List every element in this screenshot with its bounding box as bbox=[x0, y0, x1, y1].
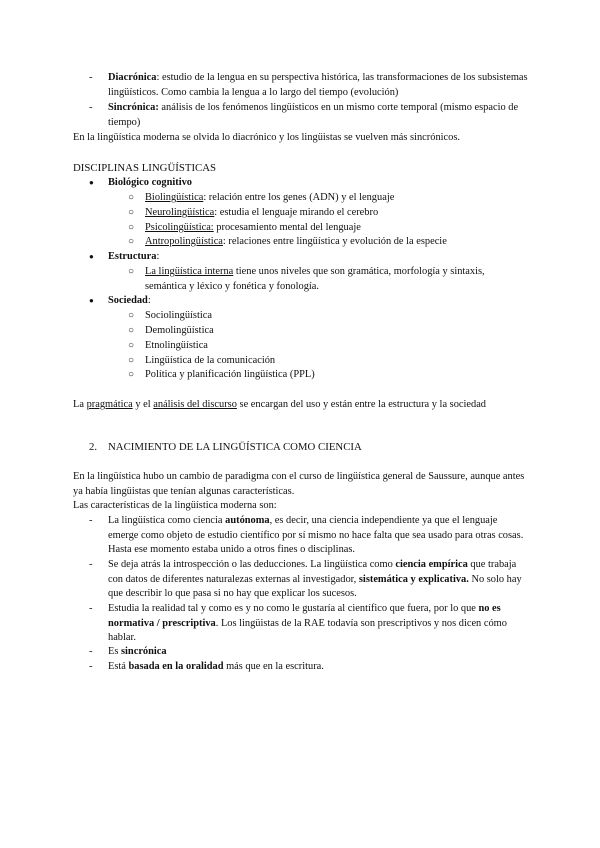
item-bold: sincrónica bbox=[121, 646, 167, 657]
section-number: 2. bbox=[89, 441, 98, 453]
circle-marker: ○ bbox=[128, 207, 135, 218]
sub-text: procesamiento mental del lenguaje bbox=[213, 222, 361, 233]
item-bold: ciencia empírica bbox=[395, 559, 468, 570]
dash-marker: - bbox=[89, 559, 93, 570]
item-text: La lingüística como ciencia bbox=[108, 515, 226, 526]
bullet-marker: ● bbox=[89, 178, 94, 187]
sub-item: Lingüística de la comunicación bbox=[145, 355, 276, 366]
item-text: . Los lingüistas de la RAE todavía son prescriptivos y nos dicen cómo hablar. bbox=[108, 617, 507, 644]
sub-item: Demolingüística bbox=[145, 325, 214, 336]
group-estructura bbox=[108, 250, 159, 265]
note-text: La bbox=[73, 399, 87, 410]
dash-marker: - bbox=[89, 646, 93, 657]
paragraph: Las características de la lingüística moderna son: bbox=[73, 500, 277, 511]
item-text: análisis de los fenómenos lingüísticos en un mismo corte temporal (mismo espacio de tiempo) bbox=[108, 102, 519, 128]
circle-marker: ○ bbox=[128, 192, 135, 203]
term-diacronica: Diacrónica bbox=[108, 72, 157, 83]
dash-marker: - bbox=[89, 515, 93, 526]
item-bold: sistemática y explicativa. bbox=[358, 573, 469, 585]
item-text: Está bbox=[108, 661, 129, 672]
circle-marker: ○ bbox=[128, 310, 135, 321]
sub-item: Sociolingüística bbox=[145, 310, 212, 321]
circle-marker: ○ bbox=[128, 236, 135, 247]
list-item bbox=[108, 660, 528, 675]
sub-item bbox=[145, 206, 525, 221]
sub-text: : estudia el lenguaje mirando el cerebro bbox=[214, 207, 379, 218]
sub-term: La lingüística interna bbox=[145, 266, 234, 277]
note-text: se encargan del uso y están entre la estructura y la sociedad bbox=[236, 399, 487, 410]
pragmatica-note bbox=[73, 398, 543, 413]
sub-item bbox=[145, 221, 525, 236]
sub-item bbox=[145, 265, 525, 294]
item-bold: no es normativa / prescriptiva bbox=[108, 603, 501, 629]
circle-marker: ○ bbox=[128, 266, 135, 277]
term-sincronica: Sincrónica: bbox=[108, 102, 159, 113]
circle-marker: ○ bbox=[128, 355, 135, 366]
sub-term: Biolingüística bbox=[145, 192, 204, 203]
sub-text: tiene unos niveles que son gramática, morfología y sintaxis, semántica y léxico y fonética y fonología. bbox=[145, 266, 485, 292]
group-suffix: : bbox=[147, 295, 151, 306]
note-term: análisis del discurso bbox=[153, 399, 237, 410]
note-text: y el bbox=[132, 399, 154, 410]
bullet-marker: ● bbox=[89, 296, 94, 305]
item-bold: basada en la oralidad bbox=[128, 661, 224, 672]
paragraph: En la lingüística hubo un cambio de paradigma con el curso de lingüística general de Saussure, aunque antes ya había lingüistas que tenían algunas características. bbox=[73, 471, 525, 497]
section-title-nacimiento: NACIMIENTO DE LA LINGÜÍSTICA COMO CIENCIA bbox=[108, 441, 362, 453]
circle-marker: ○ bbox=[128, 222, 135, 233]
intro-closing: En la lingüística moderna se olvida lo diacrónico y los lingüistas se vuelven más sincrónicos. bbox=[73, 132, 460, 143]
sub-item: Política y planificación lingüística (PPL) bbox=[145, 369, 315, 380]
list-item-sincronica bbox=[108, 101, 528, 130]
item-text: Estudia la realidad tal y como es y no como le gustaría al científico que fuera, por lo que bbox=[108, 603, 479, 614]
item-text: Se deja atrás la introspección o las deducciones. La lingüística como bbox=[108, 559, 396, 570]
sub-term: Neurolingüística bbox=[145, 207, 215, 218]
circle-marker: ○ bbox=[128, 325, 135, 336]
group-name: Estructura bbox=[108, 251, 157, 262]
circle-marker: ○ bbox=[128, 340, 135, 351]
group-name: Sociedad bbox=[108, 295, 148, 306]
group-name: Biológico cognitivo bbox=[108, 177, 192, 188]
dash-marker: - bbox=[89, 72, 93, 83]
list-item-diacronica bbox=[108, 71, 528, 100]
list-item bbox=[108, 514, 528, 558]
group-suffix: : bbox=[156, 251, 160, 262]
item-bold: autónoma bbox=[225, 515, 270, 526]
dash-marker: - bbox=[89, 661, 93, 672]
item-text: más que en la escritura. bbox=[223, 661, 324, 672]
sub-item bbox=[145, 235, 525, 250]
list-item bbox=[108, 558, 528, 602]
list-item bbox=[108, 602, 528, 646]
list-item bbox=[108, 645, 528, 660]
sub-term: Antropolingüística bbox=[145, 236, 223, 247]
bullet-marker: ● bbox=[89, 252, 94, 261]
item-text: : estudio de la lengua en su perspectiva histórica, las transformaciones de los subsistemas lingüísticos. Como cambia la lengua a lo largo del tiempo (evolución) bbox=[108, 72, 528, 98]
sub-text: : relaciones entre lingüística y evolución de la especie bbox=[222, 236, 447, 247]
note-term: pragmática bbox=[86, 399, 133, 410]
dash-marker: - bbox=[89, 603, 93, 614]
dash-marker: - bbox=[89, 102, 93, 113]
group-sociedad bbox=[108, 294, 151, 309]
section-title-disciplinas: DISCIPLINAS LINGÜÍSTICAS bbox=[73, 162, 217, 174]
circle-marker: ○ bbox=[128, 369, 135, 380]
sub-term: Psicolingüística: bbox=[145, 222, 214, 233]
sub-text: : relación entre los genes (ADN) y el lenguaje bbox=[203, 192, 395, 203]
sub-item: Etnolingüística bbox=[145, 340, 208, 351]
group-biologico bbox=[108, 176, 192, 191]
item-text: Es bbox=[108, 646, 121, 657]
sub-item bbox=[145, 191, 525, 206]
item-text: No solo hay que describir lo que pasa si no hay que explicar los sucesos. bbox=[108, 573, 522, 600]
item-text: que trabaja con datos de diferentes naturalezas externas al investigador, bbox=[108, 559, 517, 585]
item-text: , es decir, una ciencia independiente ya que el lenguaje emerge como objeto de estudio científico por sí mismo no hace falta que sea usado para otras cosas. Hasta ese momento estaba unido a otros fines o disciplinas. bbox=[108, 515, 524, 556]
